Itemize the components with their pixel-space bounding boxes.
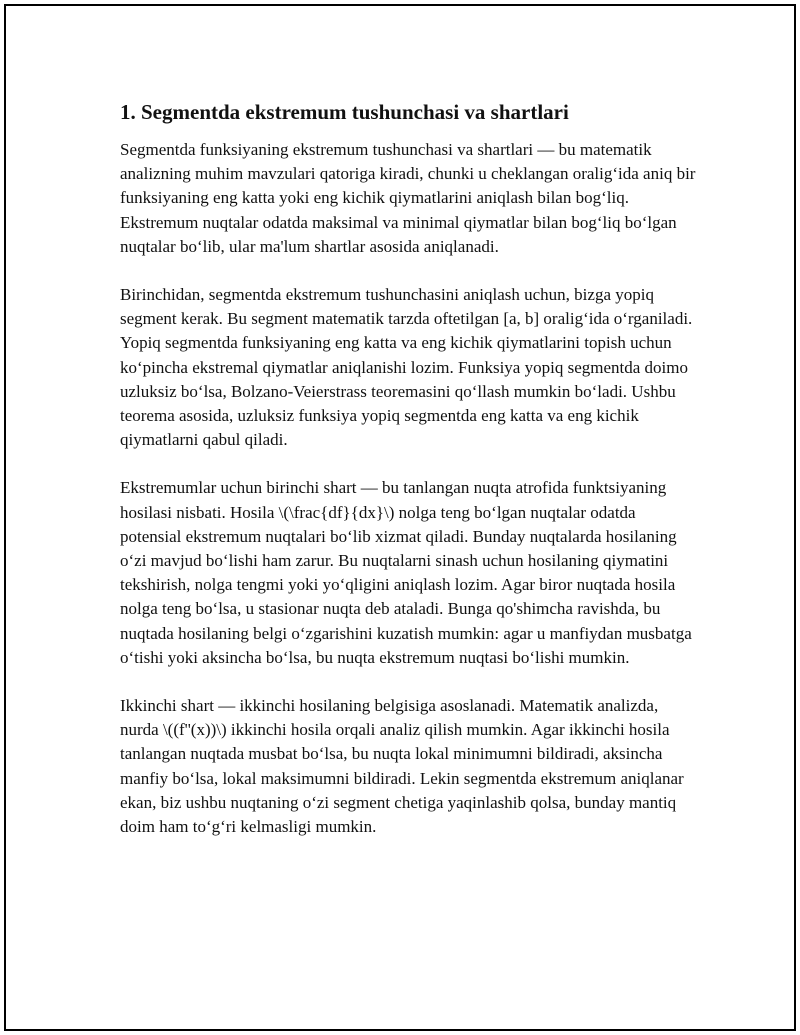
document-page	[4, 4, 796, 1031]
paragraph-2: Birinchidan, segmentda ekstremum tushunchasini aniqlash uchun, bizga yopiq segment kerak. Bu segment matematik tarzda oftetilgan [a, b] oralig‘ida o‘rganiladi. Yopiq segmentda funksiyaning eng katta va eng kichik qiymatlarini topish uchun ko‘pincha ekstremal qiymatlar aniqlanishi lozim. Funksiya yopiq segmentda doimo uzluksiz bo‘lsa, Bolzano-Veierstrass teoremasini qo‘llash mumkin bo‘ladi. Ushbu teorema asosida, uzluksiz funksiya yopiq segmentda eng katta va eng kichik qiymatlarni qabul qiladi.	[120, 285, 693, 450]
section-title: 1. Segmentda ekstremum tushunchasi va shartlari	[120, 100, 569, 124]
document-content	[120, 98, 700, 863]
paragraph-4: Ikkinchi shart — ikkinchi hosilaning belgisiga asoslanadi. Matematik analizda, nurda \((f''(x))\) ikkinchi hosila orqali analiz qilish mumkin. Agar ikkinchi hosila tanlangan nuqtada musbat bo‘lsa, bu nuqta lokal minimumni bildiradi, aksincha manfiy bo‘lsa, lokal maksimumni bildiradi. Lekin segmentda ekstremum aniqlanar ekan, biz ushbu nuqtaning o‘zi segment chetiga yaqinlashib qolsa, bunday mantiq doim ham to‘g‘ri kelmasligi mumkin.	[120, 696, 684, 837]
paragraph-1: Segmentda funksiyaning ekstremum tushunchasi va shartlari — bu matematik analizning muhim mavzulari qatoriga kiradi, chunki u cheklangan oralig‘ida aniq bir funksiyaning eng katta yoki eng kichik qiymatlarini aniqlash bilan bog‘liq. Ekstremum nuqtalar odatda maksimal va minimal qiymatlar bilan bog‘liq bo‘lgan nuqtalar bo‘lib, ular ma'lum shartlar asosida aniqlanadi.	[120, 140, 696, 256]
paragraph-3: Ekstremumlar uchun birinchi shart — bu tanlangan nuqta atrofida funktsiyaning hosilasi nisbati. Hosila \(\frac{df}{dx}\) nolga teng bo‘lgan nuqtalar odatda potensial ekstremum nuqtalari bo‘lib xizmat qiladi. Bunday nuqtalarda hosilaning o‘zi mavjud bo‘lishi ham zarur. Bu nuqtalarni sinash uchun hosilaning qiymatini tekshirish, nolga tengmi yoki yo‘qligini aniqlash lozim. Agar biror nuqtada hosila nolga teng bo‘lsa, u stasionar nuqta deb ataladi. Bunga qo'shimcha ravishda, bu nuqtada hosilaning belgi o‘zgarishini kuzatish mumkin: agar u manfiydan musbatga o‘tishi yoki aksincha bo‘lsa, bu nuqta ekstremum nuqtasi bo‘lishi mumkin.	[120, 478, 692, 667]
